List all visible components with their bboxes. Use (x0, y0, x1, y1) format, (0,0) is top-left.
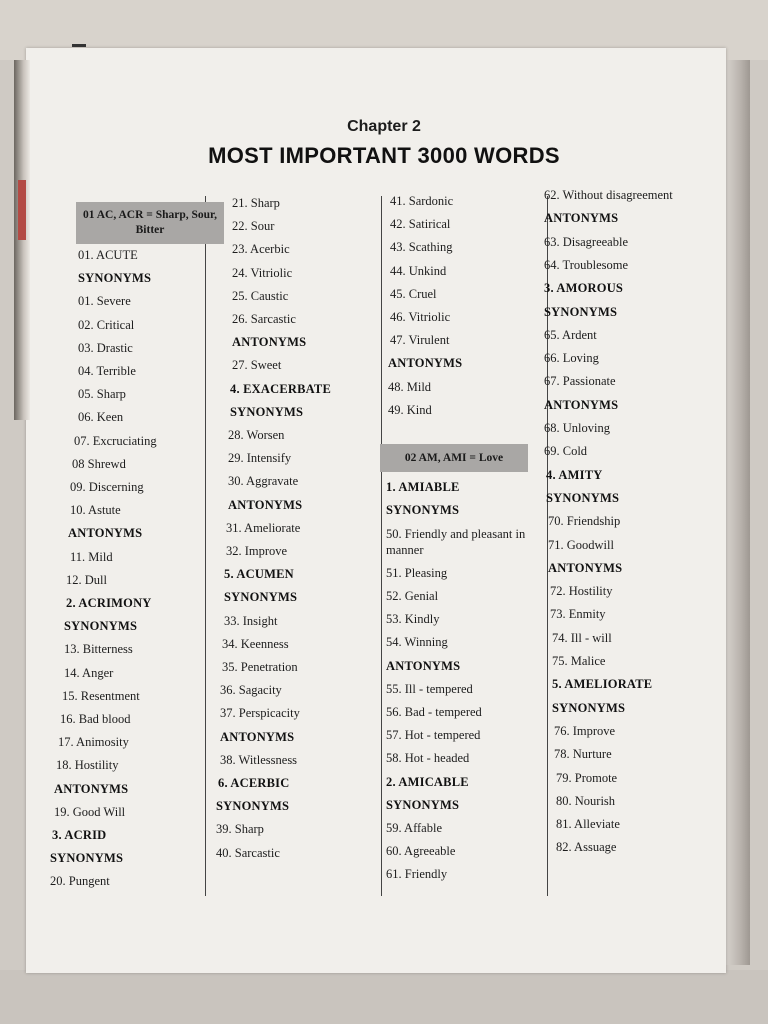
word-entry: 31. Ameliorate (226, 520, 301, 535)
word-heading: SYNONYMS (64, 619, 138, 634)
word-entry: 12. Dull (66, 572, 107, 587)
word-entry: 01. Severe (78, 294, 131, 309)
word-heading: ANTONYMS (232, 335, 307, 350)
word-entry: 34. Keenness (222, 636, 289, 651)
word-heading: SYNONYMS (386, 503, 460, 518)
word-column-2 (216, 190, 380, 900)
word-entry: 01. ACUTE (78, 248, 138, 262)
word-entry: 78. Nurture (554, 747, 612, 762)
chapter-label: Chapter 2 (347, 118, 421, 135)
word-entry: 81. Alleviate (556, 817, 620, 832)
word-heading: SYNONYMS (224, 590, 298, 605)
word-entry: 30. Aggravate (228, 474, 299, 489)
word-entry: 02. Critical (78, 317, 135, 332)
word-entry: 16. Bad blood (60, 712, 131, 726)
word-entry: 36. Sagacity (220, 683, 282, 698)
word-heading: SYNONYMS (216, 799, 290, 814)
word-entry: 35. Penetration (222, 660, 298, 674)
word-entry: 73. Enmity (550, 607, 606, 622)
word-entry: 51. Pleasing (386, 565, 448, 580)
background-bottom (0, 970, 768, 1024)
word-heading: SYNONYMS (78, 271, 152, 286)
word-entry: 44. Unkind (390, 263, 447, 278)
word-entry: 62. Without disagreement (544, 188, 673, 202)
column-divider (381, 196, 382, 896)
word-entry: 17. Animosity (58, 735, 129, 750)
word-entry: 75. Malice (552, 654, 606, 668)
word-entry: 43. Scathing (390, 240, 453, 255)
word-entry: 53. Kindly (386, 612, 440, 627)
word-entry: 59. Affable (386, 821, 443, 836)
word-entry: 45. Cruel (390, 286, 437, 301)
word-entry: 21. Sharp (232, 196, 280, 210)
word-entry: 70. Friendship (548, 514, 621, 529)
word-entry: 58. Hot - headed (386, 751, 470, 766)
word-entry: 06. Keen (78, 410, 124, 425)
pen-mark (72, 44, 86, 47)
word-entry: 09. Discerning (70, 480, 144, 494)
word-entry: 38. Witlessness (220, 752, 298, 767)
word-heading: ANTONYMS (548, 560, 623, 575)
word-heading: 4. AMITY (546, 467, 603, 482)
word-entry: 39. Sharp (216, 822, 264, 837)
word-entry: 25. Caustic (232, 288, 289, 303)
word-entry: 68. Unloving (544, 421, 610, 435)
bookmark-ribbon (18, 180, 26, 240)
word-entry: 56. Bad - tempered (386, 705, 482, 720)
word-entry: 23. Acerbic (232, 242, 290, 257)
word-entry: 55. Ill - tempered (386, 681, 473, 696)
word-entry: 67. Passionate (544, 374, 616, 389)
word-column-3 (386, 190, 546, 900)
word-entry: 71. Goodwill (548, 537, 614, 552)
word-entry: 14. Anger (64, 665, 114, 680)
word-entry: 79. Promote (556, 770, 618, 785)
page-title: MOST IMPORTANT 3000 WORDS (208, 143, 560, 168)
word-entry: 64. Troublesome (544, 257, 629, 272)
word-entry: 26. Sarcastic (232, 312, 296, 326)
word-entry: 10. Astute (70, 503, 121, 518)
word-heading: SYNONYMS (50, 851, 124, 866)
word-column-1 (44, 190, 217, 900)
book-page-edge-left (14, 60, 30, 420)
word-entry: 37. Perspicacity (220, 706, 300, 721)
word-heading: 5. AMELIORATE (552, 677, 653, 692)
word-entry: 15. Resentment (62, 688, 140, 703)
word-entry: 41. Sardonic (390, 194, 454, 208)
word-entry: 72. Hostility (550, 584, 613, 599)
word-heading: ANTONYMS (228, 497, 303, 512)
word-heading: ANTONYMS (220, 729, 295, 744)
word-entry: 29. Intensify (228, 451, 292, 466)
word-heading: 2. AMICABLE (386, 774, 469, 789)
word-entry: 20. Pungent (50, 874, 110, 889)
word-heading: ANTONYMS (54, 781, 129, 796)
word-entry: 82. Assuage (556, 840, 617, 855)
column-divider (205, 196, 206, 896)
word-entry: 05. Sharp (78, 387, 126, 402)
word-entry: 28. Worsen (228, 428, 285, 442)
word-entry: 47. Virulent (390, 333, 450, 348)
word-heading: 3. AMOROUS (544, 281, 624, 296)
word-entry: 22. Sour (232, 219, 275, 234)
word-entry: 52. Genial (386, 589, 439, 604)
word-entry: 40. Sarcastic (216, 845, 280, 860)
word-entry: 54. Winning (386, 635, 448, 650)
word-entry: 74. Ill - will (552, 630, 612, 645)
word-heading: 5. ACUMEN (224, 567, 294, 582)
word-entry: 18. Hostility (56, 758, 119, 773)
word-column-4 (544, 188, 704, 898)
section-header-box: 01 AC, ACR = Sharp, Sour, Bitter (76, 202, 224, 244)
word-heading: SYNONYMS (544, 304, 618, 319)
word-heading: SYNONYMS (546, 490, 620, 505)
word-entry: 63. Disagreeable (544, 234, 628, 249)
word-heading: 2. ACRIMONY (66, 596, 152, 610)
word-heading: ANTONYMS (388, 356, 463, 371)
word-entry: 46. Vitriolic (390, 310, 451, 324)
word-entry: 60. Agreeable (386, 844, 456, 859)
word-entry: 49. Kind (388, 402, 432, 417)
word-entry: 19. Good Will (54, 804, 126, 819)
word-entry: 27. Sweet (232, 358, 282, 373)
word-heading: SYNONYMS (230, 404, 304, 419)
word-heading: 3. ACRID (52, 828, 107, 842)
word-heading: 6. ACERBIC (218, 776, 290, 790)
word-entry: 07. Excruciating (74, 433, 157, 448)
word-entry: 80. Nourish (556, 793, 616, 808)
word-entry: 61. Friendly (386, 867, 448, 882)
word-entry: 24. Vitriolic (232, 265, 293, 280)
word-entry: 50. Friendly and pleasant in manner (386, 527, 526, 558)
word-heading: SYNONYMS (386, 797, 460, 812)
section-header-box: 02 AM, AMI = Love (380, 444, 528, 472)
word-entry: 65. Ardent (544, 327, 597, 342)
word-entry: 42. Satirical (390, 217, 451, 232)
word-entry: 69. Cold (544, 444, 588, 459)
word-entry: 11. Mild (70, 549, 113, 564)
word-heading: ANTONYMS (544, 397, 619, 412)
word-heading: 4. EXACERBATE (230, 381, 331, 396)
word-heading: SYNONYMS (552, 700, 626, 715)
word-entry: 32. Improve (226, 544, 288, 558)
word-entry: 08 Shrewd (72, 456, 126, 471)
word-entry: 04. Terrible (78, 364, 136, 378)
word-heading: ANTONYMS (544, 211, 619, 226)
word-heading: ANTONYMS (386, 658, 461, 673)
word-entry: 76. Improve (554, 723, 616, 738)
word-entry: 33. Insight (224, 613, 278, 628)
word-entry: 48. Mild (388, 379, 432, 394)
word-heading: 1. AMIABLE (386, 480, 460, 494)
word-entry: 57. Hot - tempered (386, 728, 481, 743)
word-entry: 03. Drastic (78, 340, 133, 355)
word-entry: 66. Loving (544, 351, 599, 366)
word-heading: ANTONYMS (68, 526, 143, 541)
word-entry: 13. Bitterness (64, 642, 133, 657)
